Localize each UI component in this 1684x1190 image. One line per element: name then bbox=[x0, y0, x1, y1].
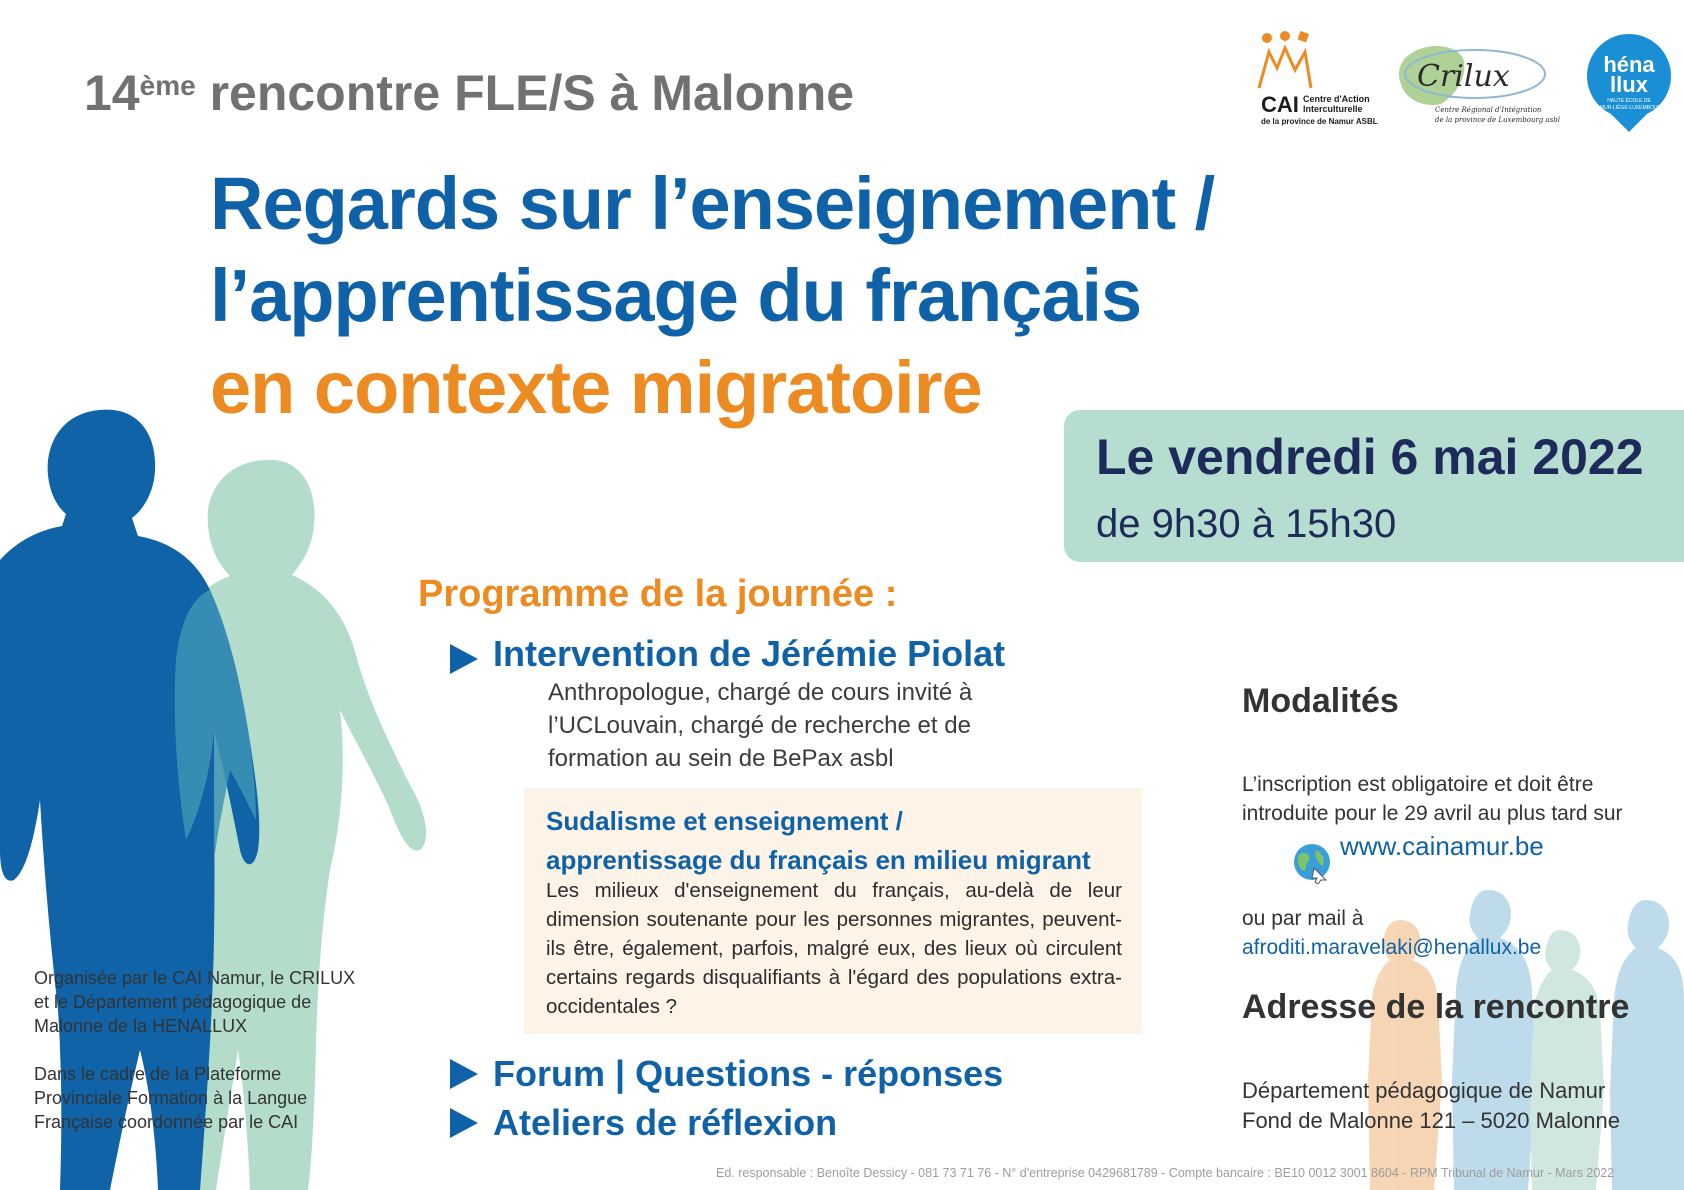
organisers-text bbox=[34, 966, 374, 1158]
talk-description: Les milieux d'enseignement du français, au-delà de leur dimension soutenante pour les personnes migrantes, peuvent-ils être, également, parfois, malgré eux, des lieux où circulent certains regards disqualifiants à l'égard des populations extra-occidentales ? bbox=[546, 879, 1122, 1018]
address-line1: Département pédagogique de Namur bbox=[1242, 1078, 1606, 1103]
or-mail-text: ou par mail à bbox=[1242, 907, 1364, 930]
modalites-line2: introduite pour le 29 avril au plus tard sur bbox=[1242, 802, 1623, 825]
speaker-description-line2: l’UCLouvain, chargé de recherche et de bbox=[548, 712, 971, 739]
email-link[interactable]: afroditi.maravelaki@henallux.be bbox=[1242, 936, 1542, 959]
partner-logos bbox=[1255, 28, 1675, 138]
main-title-line3: en contexte migratoire bbox=[210, 346, 982, 429]
crilux-logo-name: Crilux bbox=[1417, 59, 1510, 94]
modalites-line1: L’inscription est obligatoire et doit être bbox=[1242, 773, 1594, 796]
bullet-arrow-icon bbox=[450, 1108, 478, 1138]
main-title-line2: l’apprentissage du français bbox=[210, 254, 1142, 337]
bullet-arrow-icon bbox=[450, 644, 478, 674]
website-link[interactable]: www.cainamur.be bbox=[1340, 831, 1544, 861]
edition-text: rencontre FLE/S à Malonne bbox=[195, 65, 855, 121]
henallux-logo-line1: héna bbox=[1603, 52, 1655, 77]
henallux-logo-sub1: HAUTE ÉCOLE DE bbox=[1607, 98, 1651, 104]
cai-logo-sub1: Centre d'Action bbox=[1303, 94, 1370, 104]
address-title: Adresse de la rencontre bbox=[1242, 988, 1630, 1026]
henallux-logo-line2: llux bbox=[1610, 72, 1648, 97]
programme-item-intervention: Intervention de Jérémie Piolat bbox=[493, 633, 1006, 674]
talk-title-line1: Sudalisme et enseignement / bbox=[546, 806, 903, 836]
henallux-logo bbox=[1587, 34, 1671, 132]
address-line2: Fond de Malonne 121 – 5020 Malonne bbox=[1242, 1108, 1620, 1133]
cai-logo-name: CAI bbox=[1261, 92, 1299, 117]
edition-number: 14 bbox=[84, 65, 140, 121]
modalites-title: Modalités bbox=[1242, 682, 1399, 720]
date-box bbox=[1064, 410, 1684, 562]
cai-logo-sub2: Interculturelle bbox=[1303, 104, 1363, 114]
henallux-logo-sub2: NAMUR-LIÈGE-LUXEMBOURG bbox=[1593, 105, 1665, 111]
address-text bbox=[1242, 1076, 1620, 1136]
event-date: Le vendredi 6 mai 2022 bbox=[1096, 429, 1644, 485]
crowd-silhouettes-illustration bbox=[1360, 880, 1684, 1190]
main-title-line1: Regards sur l’enseignement / bbox=[210, 162, 1215, 245]
speaker-description-line3: formation au sein de BePax asbl bbox=[548, 745, 894, 772]
organisers-para1: Organisée par le CAI Namur, le CRILUX et le Département pédagogique de Malonne de la HENALLUX bbox=[34, 968, 356, 1036]
edition-heading bbox=[84, 64, 854, 122]
organisers-para2: Dans le cadre de la Plateforme Provinciale Formation à la Langue Française coordonnée par le CAI bbox=[34, 1064, 308, 1132]
main-title bbox=[210, 158, 1214, 434]
speaker-description-line1: Anthropologue, chargé de cours invité à bbox=[548, 679, 973, 706]
footer-legal: Ed. responsable : Benoîte Dessicy - 081 73 71 76 - N° d'entreprise 0429681789 - Compte bancaire : BE10 0012 3001 8604 - RPM Tribunal de Namur - Mars 2022 bbox=[716, 1166, 1615, 1180]
cai-logo-sub3: de la province de Namur ASBL bbox=[1261, 117, 1378, 126]
talk-title-line2: apprentissage du français en milieu migrant bbox=[546, 845, 1091, 875]
crilux-logo-sub1: Centre Régional d'Intégration bbox=[1435, 106, 1542, 114]
event-time: de 9h30 à 15h30 bbox=[1096, 502, 1397, 546]
speaker-description bbox=[548, 676, 1008, 775]
programme-title: Programme de la journée : bbox=[418, 573, 898, 615]
programme-item-ateliers: Ateliers de réflexion bbox=[493, 1102, 838, 1143]
programme-item-forum: Forum | Questions - réponses bbox=[493, 1053, 1004, 1094]
edition-superscript: ème bbox=[139, 70, 196, 101]
cai-logo bbox=[1259, 31, 1378, 126]
modalites-text bbox=[1242, 770, 1662, 828]
talk-box bbox=[524, 788, 1142, 1034]
crilux-logo-sub2: de la province de Luxembourg asbl bbox=[1435, 116, 1560, 124]
globe-icon bbox=[1290, 840, 1334, 884]
crilux-logo bbox=[1399, 46, 1560, 124]
bullet-arrow-icon bbox=[450, 1059, 478, 1089]
talk-title bbox=[546, 802, 1091, 880]
